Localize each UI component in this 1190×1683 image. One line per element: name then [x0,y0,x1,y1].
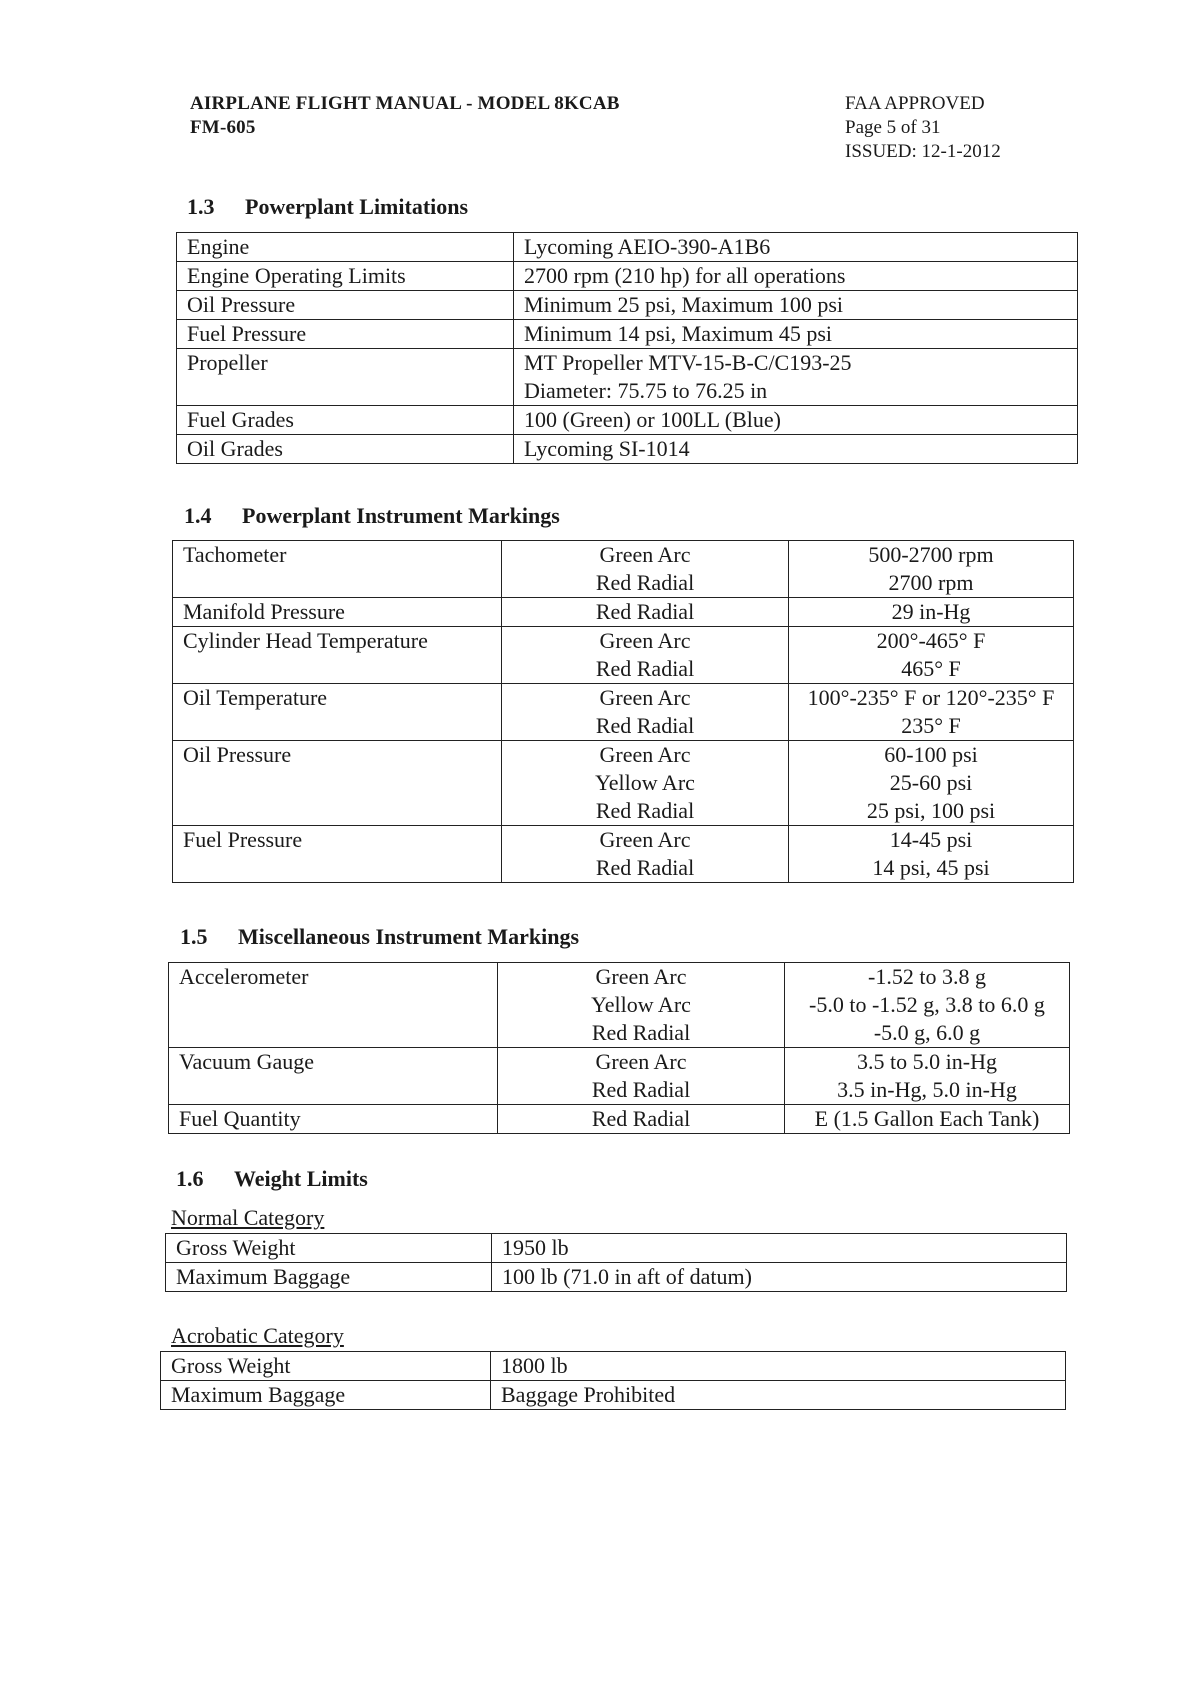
weight-label: Gross Weight [176,1235,296,1260]
row-label: Engine Operating Limits [187,263,406,288]
weight-label-cell [161,1352,491,1381]
weight-label: Maximum Baggage [171,1382,346,1407]
weight-label-cell [161,1381,491,1410]
table-row [177,349,1078,406]
row-value-cell [514,406,1078,435]
row-value: Minimum 14 psi, Maximum 45 psi [524,321,833,346]
marking-range: 14 psi, 45 psi [872,855,990,880]
marking-type: Red Radial [591,1077,691,1102]
marking-range: 2700 rpm [888,570,974,595]
weight-value: 1950 lb [502,1235,569,1260]
row-value: Diameter: 75.75 to 76.25 in [524,378,768,403]
instrument-cell [169,1048,498,1105]
section-title: Powerplant Limitations [245,194,469,219]
row-value-cell [514,349,1078,406]
marking-range: E (1.5 Gallon Each Tank) [814,1106,1040,1131]
marking-range: 465° F [901,656,961,681]
manual-title: AIRPLANE FLIGHT MANUAL - MODEL 8KCAB [190,93,620,114]
table-row [169,1048,1070,1105]
range-cell [789,741,1074,826]
table-row [177,406,1078,435]
table-row [173,627,1074,684]
table-row [169,1105,1070,1134]
weight-value-cell [491,1352,1066,1381]
marking-range: 60-100 psi [884,742,978,767]
section-title: Powerplant Instrument Markings [242,503,560,528]
normal-category-label: Normal Category [171,1205,325,1230]
marking-type: Red Radial [595,713,695,738]
powerplant-limitations-table [176,232,1078,464]
range-cell [785,963,1070,1048]
section-heading-1-5 [180,924,579,950]
table-row [177,291,1078,320]
table-row [161,1352,1066,1381]
weight-label-cell [166,1234,492,1263]
range-cell [785,1105,1070,1134]
row-label-cell [177,233,514,262]
section-number: 1.3 [187,194,215,219]
normal-category-table [165,1233,1067,1292]
marking-range: 29 in-Hg [891,599,971,624]
marking-range: -1.52 to 3.8 g [868,964,986,989]
marking-cell [498,963,785,1048]
section-heading-1-4 [184,503,560,529]
row-value: MT Propeller MTV-15-B-C/C193-25 [524,350,852,375]
section-title: Miscellaneous Instrument Markings [238,924,579,949]
row-label-cell [177,435,514,464]
marking-type: Green Arc [599,685,691,710]
row-value-cell [514,262,1078,291]
marking-type: Red Radial [591,1106,691,1131]
row-value-cell [514,291,1078,320]
table-row [166,1263,1067,1292]
marking-range: 25 psi, 100 psi [866,798,996,823]
marking-type: Green Arc [599,628,691,653]
instrument-name: Oil Temperature [183,685,328,710]
range-cell [789,684,1074,741]
range-cell [789,627,1074,684]
row-value-cell [514,435,1078,464]
row-value: 100 (Green) or 100LL (Blue) [524,407,781,432]
row-label-cell [177,291,514,320]
table-row [177,435,1078,464]
weight-label: Gross Weight [171,1353,291,1378]
approval-block [845,92,1001,164]
range-cell [789,598,1074,627]
section-heading-1-3 [187,194,468,220]
row-label-cell [177,320,514,349]
marking-cell [502,741,789,826]
table-row [173,598,1074,627]
table-row [169,963,1070,1048]
section-number: 1.5 [180,924,208,949]
marking-cell [502,826,789,883]
acrobatic-category-label: Acrobatic Category [171,1323,344,1348]
instrument-cell [169,963,498,1048]
weight-value: 100 lb (71.0 in aft of datum) [502,1264,752,1289]
instrument-cell [173,541,502,598]
powerplant-markings-table [172,540,1074,883]
table-row [161,1381,1066,1410]
instrument-name: Manifold Pressure [183,599,345,624]
marking-range: -5.0 to -1.52 g, 3.8 to 6.0 g [809,992,1045,1017]
row-value: Minimum 25 psi, Maximum 100 psi [524,292,844,317]
instrument-cell [169,1105,498,1134]
instrument-cell [173,684,502,741]
marking-type: Green Arc [595,1049,687,1074]
marking-range: 25-60 psi [889,770,973,795]
row-value-cell [514,233,1078,262]
page-number: Page 5 of 31 [845,117,941,138]
table-row [177,233,1078,262]
marking-range: 3.5 to 5.0 in-Hg [857,1049,997,1074]
marking-range: 235° F [901,713,961,738]
marking-type: Red Radial [591,1020,691,1045]
marking-type: Green Arc [599,542,691,567]
section-number: 1.4 [184,503,212,528]
row-value: Lycoming SI-1014 [524,436,690,461]
weight-value-cell [492,1263,1067,1292]
table-row [173,826,1074,883]
marking-type: Yellow Arc [591,992,691,1017]
instrument-name: Cylinder Head Temperature [183,628,428,653]
weight-value-cell [492,1234,1067,1263]
table-row [166,1234,1067,1263]
instrument-cell [173,826,502,883]
row-value-cell [514,320,1078,349]
document-title [190,92,620,140]
row-label: Fuel Pressure [187,321,307,346]
marking-type: Red Radial [595,570,695,595]
marking-type: Green Arc [595,964,687,989]
row-label: Oil Grades [187,436,283,461]
table-row [173,741,1074,826]
marking-cell [502,684,789,741]
instrument-name: Vacuum Gauge [179,1049,315,1074]
row-value: 2700 rpm (210 hp) for all operations [524,263,846,288]
marking-cell [502,598,789,627]
marking-range: 100°-235° F or 120°-235° F [807,685,1055,710]
acrobatic-category-table [160,1351,1066,1410]
marking-range: 3.5 in-Hg, 5.0 in-Hg [837,1077,1017,1102]
instrument-name: Fuel Quantity [179,1106,301,1131]
instrument-cell [173,627,502,684]
marking-cell [498,1105,785,1134]
instrument-cell [173,741,502,826]
marking-cell [502,541,789,598]
marking-range: 14-45 psi [889,827,973,852]
marking-cell [498,1048,785,1105]
table-row [177,262,1078,291]
marking-range: 500-2700 rpm [868,542,994,567]
weight-label-cell [166,1263,492,1292]
weight-value: 1800 lb [501,1353,568,1378]
misc-markings-table [168,962,1070,1134]
row-label: Oil Pressure [187,292,296,317]
marking-range: 200°-465° F [876,628,986,653]
marking-type: Green Arc [599,827,691,852]
marking-type: Red Radial [595,798,695,823]
instrument-name: Fuel Pressure [183,827,303,852]
table-row [173,541,1074,598]
marking-cell [502,627,789,684]
row-value: Lycoming AEIO-390-A1B6 [524,234,771,259]
weight-label: Maximum Baggage [176,1264,351,1289]
section-heading-1-6 [176,1166,368,1192]
range-cell [789,826,1074,883]
weight-value-cell [491,1381,1066,1410]
marking-type: Red Radial [595,656,695,681]
marking-type: Red Radial [595,855,695,880]
instrument-name: Accelerometer [179,964,309,989]
row-label-cell [177,262,514,291]
marking-range: -5.0 g, 6.0 g [873,1020,981,1045]
row-label: Fuel Grades [187,407,294,432]
row-label: Engine [187,234,250,259]
row-label: Propeller [187,350,268,375]
row-label-cell [177,349,514,406]
range-cell [789,541,1074,598]
marking-type: Yellow Arc [595,770,695,795]
table-row [173,684,1074,741]
weight-value: Baggage Prohibited [501,1382,676,1407]
manual-number: FM-605 [190,117,256,138]
row-label-cell [177,406,514,435]
section-number: 1.6 [176,1166,204,1191]
section-title: Weight Limits [234,1166,368,1191]
marking-type: Red Radial [595,599,695,624]
approval-status: FAA APPROVED [845,93,985,114]
instrument-cell [173,598,502,627]
issue-date: ISSUED: 12-1-2012 [845,141,1001,162]
marking-type: Green Arc [599,742,691,767]
range-cell [785,1048,1070,1105]
instrument-name: Oil Pressure [183,742,292,767]
instrument-name: Tachometer [183,542,287,567]
table-row [177,320,1078,349]
